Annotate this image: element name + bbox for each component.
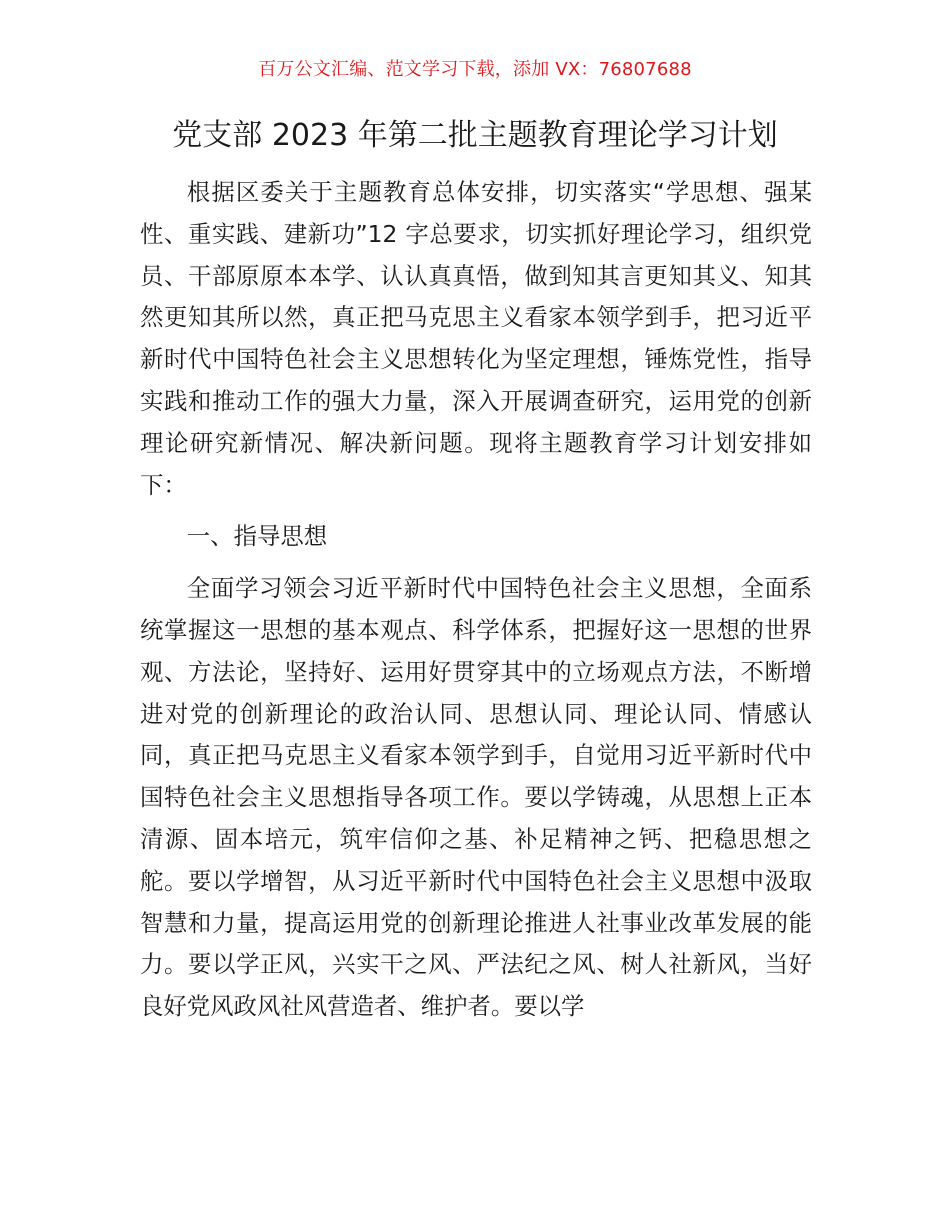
- section-paragraph: 全面学习领会习近平新时代中国特色社会主义思想，全面系统掌握这一思想的基本观点、科学体系，把握好这一思想的世界观、方法论，坚持好、运用好贯穿其中的立场观点方法，不断增进对党的创新理论的政治认同、思想认同、理论认同、情感认同，真正把马克思主义看家本领学到手，自觉用习近平新时代中国特色社会主义思想指导各项工作。要以学铸魂，从思想上正本清源、固本培元，筑牢信仰之基、补足精神之钙、把稳思想之舵。要以学增智，从习近平新时代中国特色社会主义思想中汲取智慧和力量，提高运用党的创新理论推进人社事业改革发展的能力。要以学正风，兴实干之风、严法纪之风、树人社新风，当好良好党风政风社风营造者、维护者。要以学: [140, 574, 812, 1021]
- watermark-header: 百万公文汇编、范文学习下载，添加 VX：76807688: [258, 59, 692, 80]
- document-body: [140, 172, 812, 1028]
- document-title: 党支部 2023 年第二批主题教育理论学习计划: [172, 118, 778, 153]
- section-heading: 一、指导思想: [186, 522, 328, 551]
- intro-paragraph: 根据区委关于主题教育总体安排，切实落实“学思想、强某性、重实践、建新功”12 字总要求，切实抓好理论学习，组织党员、干部原原本本学、认认真真悟，做到知其言更知其义、知其然更知其所以然，真正把马克思主义看家本领学到手，把习近平新时代中国特色社会主义思想转化为坚定理想，锤炼党性，指导实践和推动工作的强大力量，深入开展调查研究，运用党的创新理论研究新情况、解决新问题。现将主题教育学习计划安排如下：: [140, 178, 812, 499]
